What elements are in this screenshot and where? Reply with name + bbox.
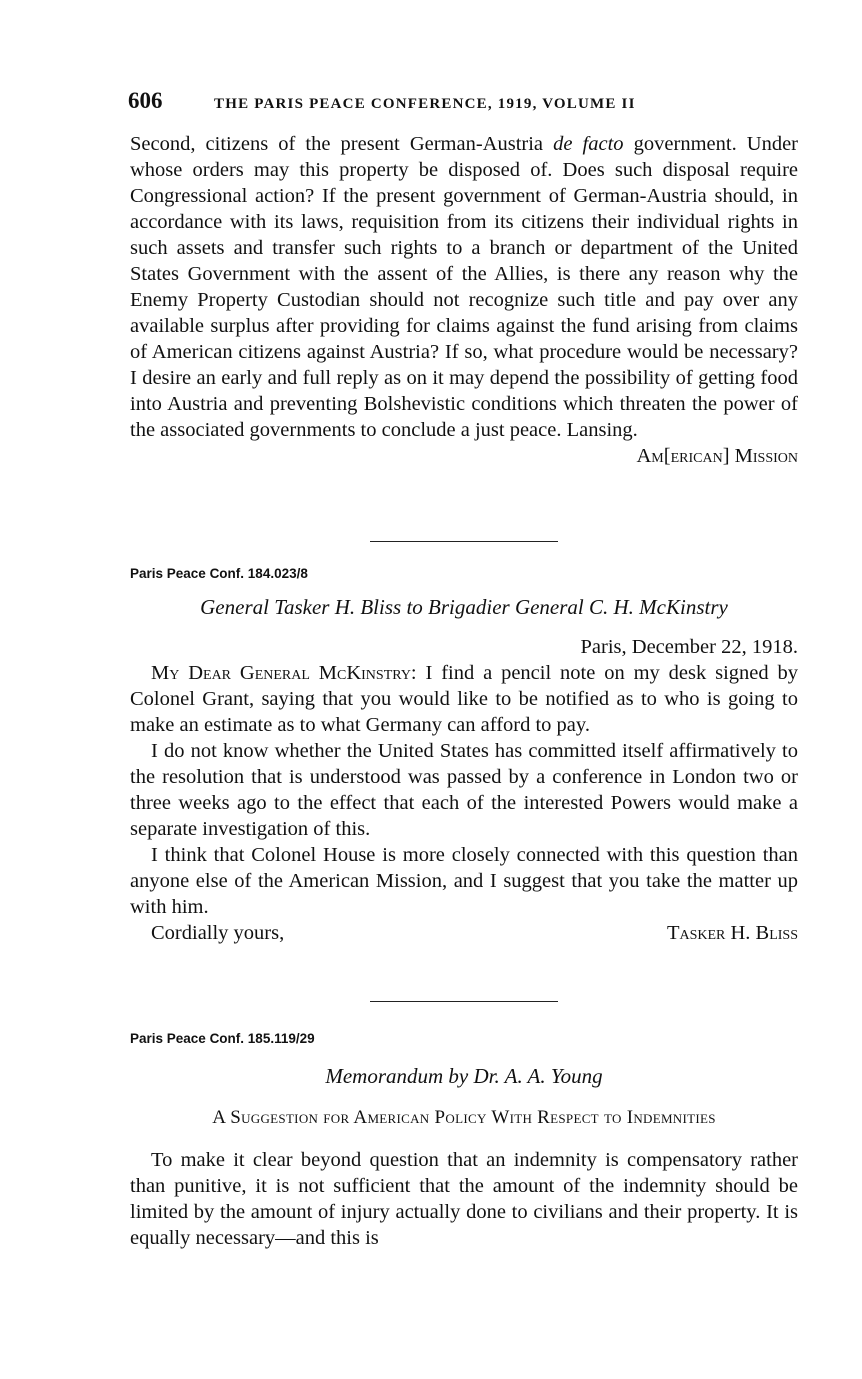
section-divider xyxy=(370,541,558,542)
page-header xyxy=(128,88,798,114)
memo-title: Memorandum by Dr. A. A. Young xyxy=(325,1064,603,1088)
letter-paragraph-1-text: I find a pencil note on my desk signed by Colonel Grant, saying that you would like to be notified as to who is going to make an estimate as to what Germany can afford to pay. xyxy=(130,662,798,736)
letter-file-reference: Paris Peace Conf. 184.023/8 xyxy=(130,566,308,581)
letter-paragraph: I do not know whether the United States has committed itself affirmatively to the resolution that is understood was passed by a conference in London two or three weeks ago to the effect that each of the interested Powers would make a separate investigation of this. xyxy=(130,740,798,840)
continuation-text-end: government. Under whose orders may this property be disposed of. Does such disposal require Congressional action? If the present government of German-Austria should, in accordance with its laws, requisition from its citizens their individual rights in such assets and transfer such rights to a branch or department of the United States Government with the assent of the Allies, is there any reason why the Enemy Property Custodian should not recognize such title and pay over any available surplus after providing for claims against the fund arising from claims of American citizens against Austria? If so, what procedure would be necessary? I desire an early and full reply as on it may depend the possibility of getting food into Austria and preventing Bolshevistic conditions which threaten the power of the associated governments to conclude a just peace. Lansing. xyxy=(130,133,799,441)
section-divider xyxy=(370,1001,558,1002)
continuation-section xyxy=(130,131,798,469)
dateline-text: Paris, December 22, 1918. xyxy=(580,636,798,658)
letter-paragraph: I think that Colonel House is more closely connected with this question than anyone else of the American Mission, and I suggest that you take the matter up with him. xyxy=(130,844,798,918)
running-head: THE PARIS PEACE CONFERENCE, 1919, VOLUME II xyxy=(214,96,636,112)
continuation-italic: de facto xyxy=(553,133,624,155)
page-number: 606 xyxy=(128,88,163,113)
memo-paragraph: To make it clear beyond question that an indemnity is compensatory rather than punitive, it is not sufficient that the amount of the indemnity should be limited by the amount of injury actually done to civilians and their property. It is equally necessary—and this is xyxy=(130,1149,798,1249)
continuation-text-start: Second, citizens of the present German-Austria xyxy=(130,133,554,155)
continuation-paragraph xyxy=(130,131,798,443)
letter-signature: Tasker H. Bliss xyxy=(666,922,798,944)
continuation-signature: Am[erican] Mission xyxy=(636,445,798,467)
memo-file-reference: Paris Peace Conf. 185.119/29 xyxy=(130,1031,315,1046)
letter-paragraph xyxy=(130,660,798,738)
letter-section xyxy=(130,566,798,946)
salutation: My Dear General McKinstry: xyxy=(151,662,417,684)
letter-closing-row xyxy=(130,920,798,946)
memo-section xyxy=(130,1031,798,1251)
memo-heading: A Suggestion for American Policy With Respect to Indemnities xyxy=(212,1107,716,1128)
letter-dateline xyxy=(130,634,798,660)
letter-title: General Tasker H. Bliss to Brigadier General C. H. McKinstry xyxy=(200,595,728,619)
closing: Cordially yours, xyxy=(151,922,285,944)
